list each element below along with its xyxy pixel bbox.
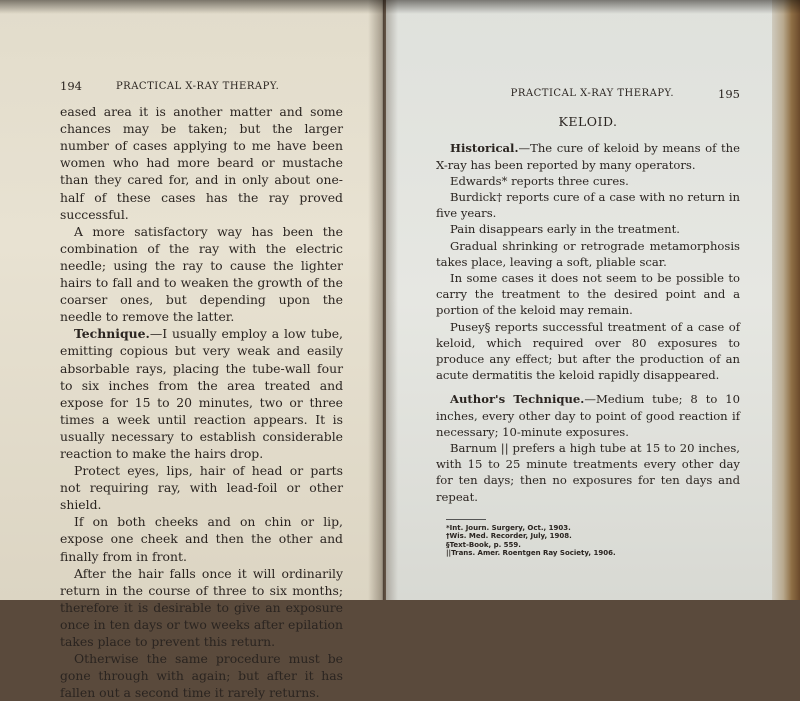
left-paragraph-2: A more satisfactory way has been the combination of the ray with the electric needle; using the ray to cause the lighter hairs to fall and to weaken the growth of the coarser ones, but depending upon the needle to remove the latter. — [60, 223, 343, 325]
footnote-3: §Text-Book, p. 559. — [446, 540, 521, 549]
footnote-1: *Int. Journ. Surgery, Oct., 1903. — [446, 523, 571, 532]
left-paragraph-hair-falls: After the hair falls once it will ordinarily return in the course of three to six months; therefore it is desirable to give an exposure once in ten days or two weeks after epilation takes place to prevent this return. — [60, 565, 343, 649]
spacer — [436, 383, 740, 391]
footnotes — [436, 519, 740, 558]
book-edge — [772, 0, 800, 600]
right-paragraph-some-cases: In some cases it does not seem to be possible to carry the treatment to the desired point and a portion of the keloid may remain. — [436, 271, 740, 318]
author-technique-paragraph — [436, 391, 740, 440]
left-paragraph-otherwise: Otherwise the same procedure must be gone through with again; but after it has fallen out a second time it rarely returns. — [60, 651, 343, 701]
right-running-head: PRACTICAL X-RAY THERAPY. — [510, 88, 675, 99]
right-paragraph-pain: Pain disappears early in the treatment. — [450, 222, 680, 237]
left-page-header — [60, 78, 343, 95]
technique-heading: Technique. — [74, 326, 150, 342]
right-paragraph-barnum: Barnum || prefers a high tube at 15 to 20 inches, with 15 to 25 minute treatments every other day for ten days; then no exposures for ten days and repeat. — [436, 441, 740, 504]
footnote-4: ||Trans. Amer. Roentgen Ray Society, 1906. — [446, 549, 616, 558]
right-paragraph-shrinking: Gradual shrinking or retrograde metamorphosis takes place, leaving a soft, pliable scar. — [436, 238, 740, 269]
top-shadow — [0, 0, 800, 14]
author-technique-heading: Author's Technique. — [450, 392, 585, 407]
right-page-number: 195 — [718, 87, 740, 101]
author-technique-text: —Medium tube; 8 to 10 inches, every other day to point of good reaction if necessary; 10-minute exposures. — [436, 392, 740, 439]
right-paragraph-edwards: Edwards* reports three cures. — [450, 173, 629, 188]
left-page — [0, 0, 383, 701]
footnote-2: †Wis. Med. Recorder, July, 1908. — [446, 532, 572, 541]
historical-text: —The cure of keloid by means of the X-ray has been reported by many operators. — [436, 141, 740, 172]
historical-paragraph — [436, 140, 740, 172]
left-paragraph-protect: Protect eyes, lips, hair of head or parts not requiring ray, with lead-foil or other shield. — [60, 463, 343, 513]
technique-text: —I usually employ a low tube, emitting copious but very weak and easily absorbable rays, placing the tube-wall four to six inches from the area treated and expose for 15 to 20 minutes, two or three times a week until reaction appears. It is usually necessary to establish considerable reaction to make the hairs drop. — [60, 326, 343, 461]
right-paragraph-burdick: Burdick† reports cure of a case with no return in five years. — [436, 190, 740, 221]
book-gutter — [368, 0, 398, 600]
left-page-number: 194 — [60, 79, 82, 93]
right-paragraph-pusey: Pusey§ reports successful treatment of a case of keloid, which required over 80 exposures to produce any effect; but after the production of an acute dermatitis the keloid rapidly disappeared. — [436, 319, 740, 383]
footnote-rule — [446, 519, 486, 520]
left-paragraph-1: eased area it is another matter and some chances may be taken; but the larger number of cases applying to me have been women who had more beard or mustache than they cared for, and in only about one-half of these cases has the ray proved successful. — [60, 104, 343, 222]
left-paragraph-cheeks: If on both cheeks and on chin or lip, expose one cheek and then the other and finally from in front. — [60, 514, 343, 564]
historical-heading: Historical. — [450, 141, 519, 156]
left-running-head: PRACTICAL X-RAY THERAPY. — [115, 81, 280, 92]
technique-paragraph — [60, 325, 343, 462]
section-title: KELOID. — [558, 114, 618, 130]
right-page — [386, 0, 790, 600]
right-page-header — [436, 86, 740, 102]
